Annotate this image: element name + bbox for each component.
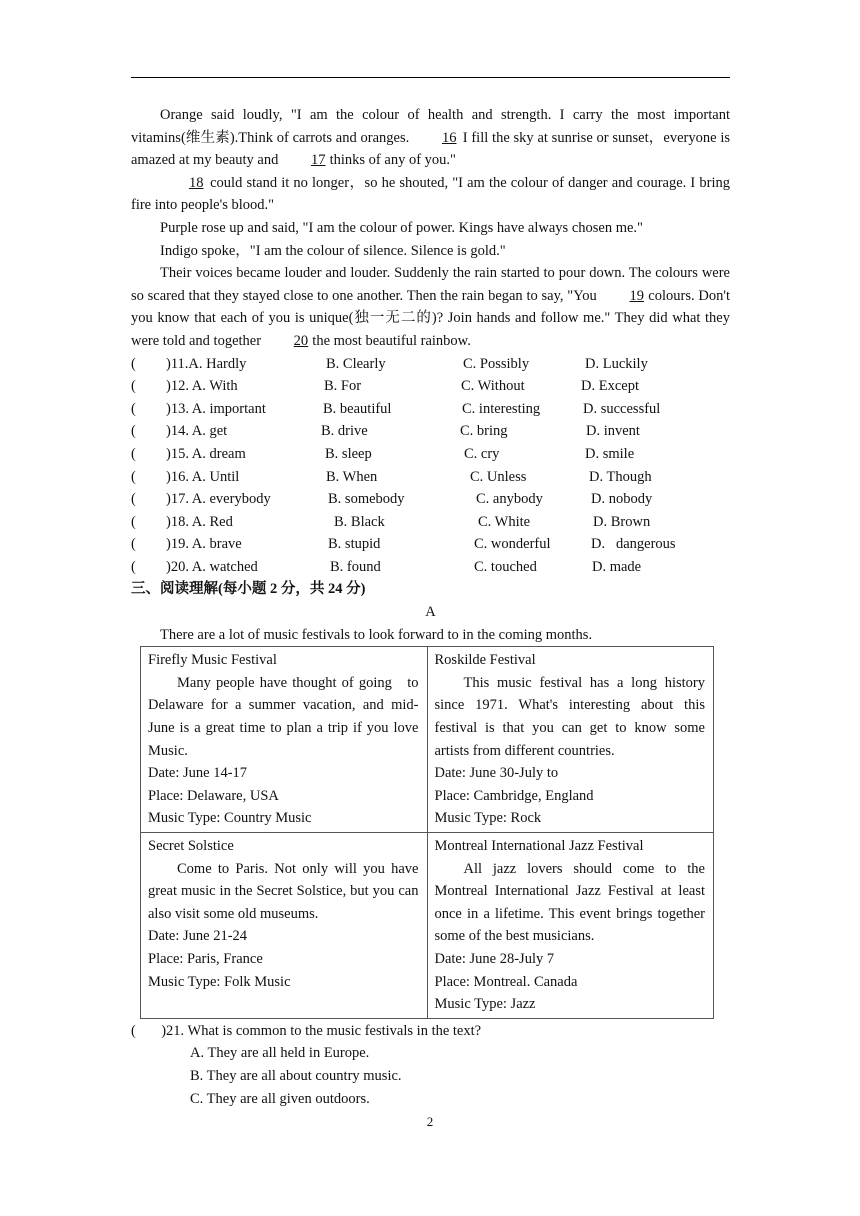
passage-text: I fill the sky at sunrise or sunset，everyone is amazed at my beauty and [131, 129, 730, 169]
festival-name: Secret Solstice [148, 838, 234, 854]
option-a: )15. A. dream [166, 445, 246, 462]
question-row [131, 375, 730, 398]
festival-description: All jazz lovers should come to the Montreal International Jazz Festival at least once in a lifetime. This event brings together some of the best musicians. [434, 860, 705, 945]
option-b: B. Black [334, 513, 385, 530]
table-row [141, 833, 714, 1019]
question-row [131, 488, 730, 511]
option-d: D. Except [581, 378, 639, 395]
answer-option-a[interactable]: A. They are all held in Europe. [190, 1045, 370, 1062]
festival-cell [427, 833, 714, 1019]
header-rule [131, 77, 730, 78]
blank-17: 17 [310, 152, 326, 169]
option-c: C. wonderful [474, 536, 551, 553]
option-c: C. Possibly [463, 355, 530, 372]
option-a: )20. A. watched [166, 558, 258, 575]
passage-text: the most beautiful rainbow. [308, 332, 471, 349]
question-row [131, 511, 730, 534]
festival-date: Date: June 14-17 [148, 765, 248, 782]
question-stem: ( )21. What is common to the music festivals in the text? [131, 1022, 482, 1039]
passage-paragraph-purple: Purple rose up and said, "I am the colour of power. Kings have always chosen me." [160, 219, 643, 236]
blank-20: 20 [293, 332, 309, 349]
option-d: D. successful [583, 400, 661, 417]
option-c: C. cry [464, 445, 500, 462]
blank-16: 16 [441, 129, 457, 146]
festival-description: Come to Paris. Not only will you have great music in the Secret Solstice, but you can also visit some old museums. [148, 860, 419, 922]
option-c: C. bring [460, 423, 508, 440]
option-b: B. Clearly [326, 355, 386, 372]
option-d: D. invent [586, 423, 640, 440]
table-row [141, 647, 714, 833]
festival-date: Date: June 21-24 [148, 928, 248, 945]
festival-music-type: Music Type: Country Music [148, 810, 312, 827]
answer-option-b[interactable]: B. They are all about country music. [190, 1067, 402, 1084]
answer-paren[interactable]: ( [131, 468, 136, 485]
passage-paragraph-rain [131, 262, 730, 352]
option-d: D. Though [589, 468, 652, 485]
question-row [131, 398, 730, 421]
answer-paren[interactable]: ( [131, 445, 136, 462]
option-d: D. dangerous [591, 536, 676, 553]
option-b: B. stupid [328, 536, 381, 553]
option-b: B. For [324, 378, 362, 395]
question-21 [131, 1020, 730, 1110]
option-c: C. Without [461, 378, 525, 395]
option-b: B. drive [321, 423, 368, 440]
option-b: B. sleep [325, 445, 372, 462]
question-row [131, 556, 730, 579]
option-d: D. Luckily [585, 355, 648, 372]
blank-19: 19 [629, 287, 645, 304]
passage-text: Orange said loudly, "I am the colour of health and strength. I carry the most important vitamins(维生素).Think of carrots and oranges. [131, 107, 730, 146]
passage-text: could stand it no longer，so he shouted, "I am the colour of danger and courage. I bring fire into people's blood." [131, 174, 730, 214]
passage-text: thinks of any of you." [325, 152, 456, 169]
festival-place: Place: Montreal. Canada [434, 973, 578, 990]
part-label: A [425, 604, 436, 621]
answer-paren[interactable]: ( [131, 378, 136, 395]
festival-table [140, 646, 714, 1019]
passage-paragraph-orange [131, 104, 730, 172]
option-a: )12. A. With [166, 378, 238, 395]
option-d: D. Brown [593, 513, 651, 530]
answer-paren[interactable]: ( [131, 491, 136, 508]
option-c: C. anybody [476, 491, 543, 508]
festival-date: Date: June 28-July 7 [434, 950, 555, 967]
festival-place: Place: Delaware, USA [148, 787, 279, 804]
festival-cell [141, 833, 428, 1019]
festival-name: Firefly Music Festival [148, 652, 277, 669]
festival-name: Montreal International Jazz Festival [434, 838, 644, 854]
question-row [131, 443, 730, 466]
blank-18: 18 [189, 174, 204, 191]
festival-place: Place: Paris, France [148, 950, 263, 967]
option-a: )19. A. brave [166, 536, 242, 553]
section-title: 三、阅读理解(每小题 2 分，共 24 分) [131, 581, 366, 598]
festival-cell [427, 647, 714, 833]
option-d: D. nobody [591, 491, 653, 508]
answer-paren[interactable]: ( [131, 355, 136, 372]
option-c: C. Unless [470, 468, 527, 485]
answer-paren[interactable]: ( [131, 558, 136, 575]
question-row [131, 466, 730, 489]
question-row [131, 353, 730, 376]
option-b: B. found [330, 558, 381, 575]
option-c: C. White [478, 513, 531, 530]
festival-place: Place: Cambridge, England [434, 787, 594, 804]
option-b: B. When [326, 468, 378, 485]
option-b: B. somebody [328, 491, 405, 508]
passage-paragraph-red [131, 172, 730, 217]
option-d: D. smile [585, 445, 635, 462]
answer-paren[interactable]: ( [131, 423, 136, 440]
answer-option-c[interactable]: C. They are all given outdoors. [190, 1090, 370, 1107]
option-c: C. touched [474, 558, 537, 575]
festival-music-type: Music Type: Rock [434, 810, 542, 827]
festival-name: Roskilde Festival [434, 652, 536, 669]
answer-paren[interactable]: ( [131, 513, 136, 530]
page-content [131, 104, 730, 1110]
passage-paragraph-indigo: Indigo spoke，"I am the colour of silence. Silence is gold." [160, 242, 506, 259]
cloze-options-list [131, 353, 730, 579]
answer-paren[interactable]: ( [131, 400, 136, 417]
festival-description: Many people have thought of going to Delaware for a summer vacation, and mid-June is a great time to plan a trip if you love Music. [148, 674, 423, 759]
festival-cell [141, 647, 428, 833]
page-number: 2 [426, 1114, 434, 1129]
passage-text: colours. Don't you know that each of you is unique(独一无二的)? Join hands and follow me." They did what they were told and together [131, 287, 730, 349]
option-a: )18. A. Red [166, 513, 233, 530]
question-row [131, 533, 730, 556]
option-c: C. interesting [462, 400, 541, 417]
festival-music-type: Music Type: Jazz [434, 996, 536, 1013]
option-a: )16. A. Until [166, 468, 240, 485]
festival-date: Date: June 30-July to [434, 765, 559, 782]
question-row [131, 420, 730, 443]
option-a: )13. A. important [166, 400, 266, 417]
passage-text: Their voices became louder and louder. Suddenly the rain started to pour down. The colours were so scared that they stayed close to one another. Then the rain began to say, "You [131, 265, 730, 304]
answer-paren[interactable]: ( [131, 536, 136, 553]
festival-music-type: Music Type: Folk Music [148, 973, 291, 990]
option-a: )14. A. get [166, 423, 228, 440]
option-a: )11.A. Hardly [166, 355, 247, 372]
section-intro: There are a lot of music festivals to look forward to in the coming months. [160, 626, 593, 643]
option-b: B. beautiful [323, 400, 392, 417]
option-a: )17. A. everybody [166, 491, 271, 508]
option-d: D. made [592, 558, 642, 575]
festival-description: This music festival has a long history since 1971. What's interesting about this festival is that you can get to know some artists from different countries. [434, 674, 705, 759]
